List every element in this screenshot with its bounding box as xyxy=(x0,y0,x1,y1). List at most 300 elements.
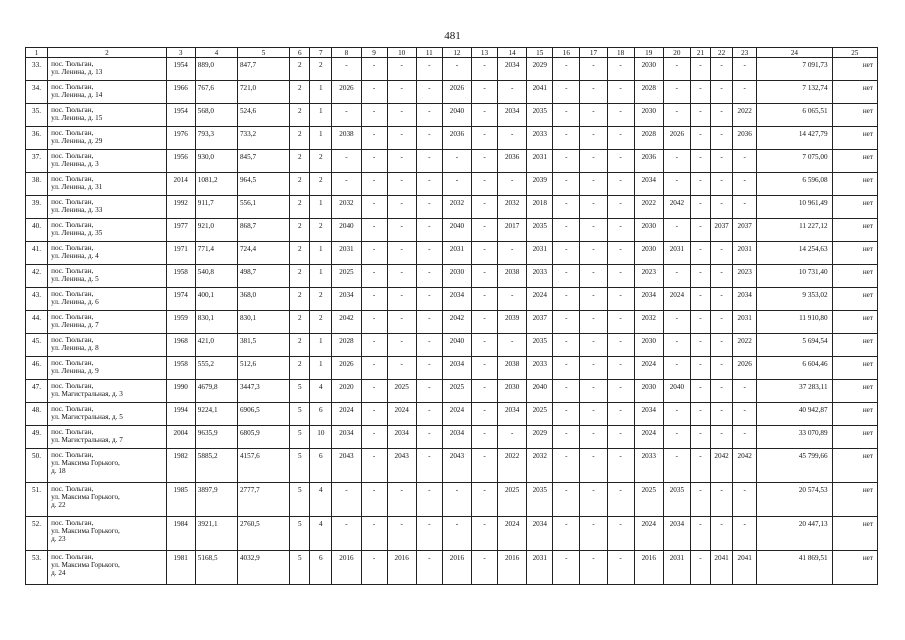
cell-col-7: 10 xyxy=(310,426,332,449)
cell-col-9: - xyxy=(361,426,387,449)
cell-col-24: 45 799,66 xyxy=(757,449,832,483)
cell-col-19: 2030 xyxy=(634,380,663,403)
cell-col-9: - xyxy=(361,449,387,483)
cell-col-18: - xyxy=(607,173,634,196)
cell-col-8: 2026 xyxy=(332,81,361,104)
cell-col-25: нет xyxy=(832,517,877,551)
address-line: пос. Тюльган, xyxy=(51,359,94,367)
address-line: ул. Магистральная, д. 5 xyxy=(51,413,123,421)
cell-col-6: 5 xyxy=(290,483,310,517)
cell-col-10: 2043 xyxy=(387,449,416,483)
cell-col-12: 2034 xyxy=(442,288,471,311)
address-line: пос. Тюльган, xyxy=(51,106,94,114)
cell-col-7: 6 xyxy=(310,551,332,585)
cell-col-15: 2024 xyxy=(527,288,553,311)
cell-col-5: 4032,9 xyxy=(237,551,289,585)
cell-col-22: - xyxy=(711,380,733,403)
cell-col-5: 6906,5 xyxy=(237,403,289,426)
column-header-18: 18 xyxy=(607,48,634,58)
cell-col-12: 2025 xyxy=(442,380,471,403)
cell-col-18: - xyxy=(607,551,634,585)
address-line: ул. Максима Горького, xyxy=(51,527,120,535)
cell-col-18: - xyxy=(607,357,634,380)
cell-col-6: 2 xyxy=(290,127,310,150)
address-line: ул. Ленина, д. 29 xyxy=(51,137,103,145)
cell-col-24: 20 447,13 xyxy=(757,517,832,551)
cell-col-6: 5 xyxy=(290,551,310,585)
cell-col-11: - xyxy=(416,334,442,357)
cell-col-22: - xyxy=(711,357,733,380)
cell-col-20: 2031 xyxy=(663,551,690,585)
address-line: пос. Тюльган, xyxy=(51,290,94,298)
cell-col-11: - xyxy=(416,426,442,449)
cell-col-25: нет xyxy=(832,196,877,219)
cell-col-8: 2042 xyxy=(332,311,361,334)
cell-col-17: - xyxy=(580,242,607,265)
row-number-cell: 34. xyxy=(26,81,48,104)
cell-col-18: - xyxy=(607,81,634,104)
cell-col-13: - xyxy=(471,357,497,380)
cell-col-7: 1 xyxy=(310,81,332,104)
cell-col-20: - xyxy=(663,219,690,242)
cell-col-25: нет xyxy=(832,265,877,288)
address-line: пос. Тюльган, xyxy=(51,405,94,413)
cell-col-7: 1 xyxy=(310,104,332,127)
cell-col-20: - xyxy=(663,265,690,288)
address-line: пос. Тюльган, xyxy=(51,313,94,321)
cell-col-9: - xyxy=(361,403,387,426)
address-cell xyxy=(48,334,167,357)
address-line: д. 24 xyxy=(51,569,66,577)
cell-col-7: 4 xyxy=(310,517,332,551)
cell-col-18: - xyxy=(607,334,634,357)
cell-col-15: 2025 xyxy=(527,403,553,426)
column-header-13: 13 xyxy=(471,48,497,58)
cell-col-22: 2042 xyxy=(711,449,733,483)
cell-col-18: - xyxy=(607,311,634,334)
cell-col-23: - xyxy=(733,81,757,104)
column-header-12: 12 xyxy=(442,48,471,58)
address-line: пос. Тюльган, xyxy=(51,152,94,160)
cell-col-25: нет xyxy=(832,127,877,150)
cell-col-6: 2 xyxy=(290,58,310,81)
row-number-cell: 33. xyxy=(26,58,48,81)
cell-col-14: 2038 xyxy=(498,265,527,288)
address-line: пос. Тюльган, xyxy=(51,382,94,390)
address-line: пос. Тюльган, xyxy=(51,428,94,436)
cell-col-5: 845,7 xyxy=(237,150,289,173)
table-row xyxy=(26,334,878,357)
address-cell xyxy=(48,242,167,265)
cell-col-9: - xyxy=(361,196,387,219)
cell-col-16: - xyxy=(553,104,580,127)
cell-col-13: - xyxy=(471,483,497,517)
address-line: пос. Тюльган, xyxy=(51,553,94,561)
cell-col-13: - xyxy=(471,58,497,81)
cell-col-17: - xyxy=(580,58,607,81)
column-header-4: 4 xyxy=(195,48,237,58)
cell-col-19: 2030 xyxy=(634,58,663,81)
cell-col-15: 2031 xyxy=(527,150,553,173)
cell-col-19: 2030 xyxy=(634,219,663,242)
address-line: ул. Максима Горького, xyxy=(51,493,120,501)
cell-col-12: - xyxy=(442,58,471,81)
table-row xyxy=(26,219,878,242)
cell-col-15: 2035 xyxy=(527,483,553,517)
cell-col-19: 2024 xyxy=(634,426,663,449)
cell-col-4: 767,6 xyxy=(195,81,237,104)
cell-col-10: - xyxy=(387,357,416,380)
address-line: ул. Магистральная, д. 3 xyxy=(51,390,123,398)
cell-col-23: 2037 xyxy=(733,219,757,242)
cell-col-22: - xyxy=(711,311,733,334)
cell-col-14: - xyxy=(498,242,527,265)
address-cell xyxy=(48,219,167,242)
table-row xyxy=(26,449,878,483)
cell-col-14: 2039 xyxy=(498,311,527,334)
cell-col-5: 721,0 xyxy=(237,81,289,104)
cell-col-7: 2 xyxy=(310,58,332,81)
address-cell xyxy=(48,551,167,585)
cell-col-12: - xyxy=(442,173,471,196)
address-cell xyxy=(48,483,167,517)
cell-col-22: - xyxy=(711,242,733,265)
cell-col-17: - xyxy=(580,426,607,449)
column-header-23: 23 xyxy=(733,48,757,58)
cell-col-7: 1 xyxy=(310,196,332,219)
cell-col-22: - xyxy=(711,104,733,127)
cell-col-4: 930,0 xyxy=(195,150,237,173)
cell-col-10: - xyxy=(387,127,416,150)
cell-col-14: 2024 xyxy=(498,517,527,551)
cell-col-4: 921,0 xyxy=(195,219,237,242)
cell-col-23: 2022 xyxy=(733,104,757,127)
cell-col-17: - xyxy=(580,219,607,242)
cell-col-24: 33 070,89 xyxy=(757,426,832,449)
cell-col-4: 771,4 xyxy=(195,242,237,265)
cell-col-10: - xyxy=(387,242,416,265)
table-row xyxy=(26,426,878,449)
cell-col-18: - xyxy=(607,483,634,517)
cell-col-14: 2030 xyxy=(498,380,527,403)
cell-col-12: 2034 xyxy=(442,357,471,380)
address-line: ул. Ленина, д. 7 xyxy=(51,321,99,329)
cell-col-8: - xyxy=(332,483,361,517)
cell-col-11: - xyxy=(416,150,442,173)
cell-col-21: - xyxy=(690,173,710,196)
cell-col-22: - xyxy=(711,196,733,219)
address-cell xyxy=(48,311,167,334)
cell-col-13: - xyxy=(471,127,497,150)
table-row xyxy=(26,58,878,81)
table-body xyxy=(26,58,878,585)
table-row xyxy=(26,288,878,311)
table-row xyxy=(26,127,878,150)
cell-col-5: 2777,7 xyxy=(237,483,289,517)
address-line: пос. Тюльган, xyxy=(51,519,94,527)
address-cell xyxy=(48,127,167,150)
cell-col-12: 2040 xyxy=(442,219,471,242)
cell-col-11: - xyxy=(416,517,442,551)
cell-col-16: - xyxy=(553,288,580,311)
cell-col-10: - xyxy=(387,517,416,551)
cell-col-22: - xyxy=(711,150,733,173)
cell-col-23: - xyxy=(733,150,757,173)
cell-col-6: 5 xyxy=(290,449,310,483)
housing-register-table xyxy=(25,47,878,585)
cell-col-25: нет xyxy=(832,58,877,81)
row-number-cell: 36. xyxy=(26,127,48,150)
column-header-3: 3 xyxy=(166,48,195,58)
cell-col-17: - xyxy=(580,104,607,127)
cell-col-17: - xyxy=(580,288,607,311)
cell-col-17: - xyxy=(580,380,607,403)
cell-col-8: 2034 xyxy=(332,426,361,449)
cell-col-15: 2031 xyxy=(527,242,553,265)
cell-col-16: - xyxy=(553,403,580,426)
cell-col-12: 2040 xyxy=(442,334,471,357)
address-cell xyxy=(48,150,167,173)
cell-col-24: 7 132,74 xyxy=(757,81,832,104)
cell-col-21: - xyxy=(690,311,710,334)
cell-col-3: 1954 xyxy=(166,104,195,127)
cell-col-19: 2034 xyxy=(634,173,663,196)
cell-col-7: 1 xyxy=(310,357,332,380)
cell-col-3: 1985 xyxy=(166,483,195,517)
cell-col-14: 2025 xyxy=(498,483,527,517)
table-row xyxy=(26,150,878,173)
cell-col-7: 2 xyxy=(310,311,332,334)
cell-col-4: 555,2 xyxy=(195,357,237,380)
cell-col-7: 2 xyxy=(310,219,332,242)
column-header-22: 22 xyxy=(711,48,733,58)
column-header-14: 14 xyxy=(498,48,527,58)
cell-col-8: - xyxy=(332,517,361,551)
cell-col-20: 2040 xyxy=(663,380,690,403)
cell-col-3: 1958 xyxy=(166,265,195,288)
cell-col-11: - xyxy=(416,357,442,380)
cell-col-8: 2024 xyxy=(332,403,361,426)
cell-col-3: 1956 xyxy=(166,150,195,173)
cell-col-24: 5 694,54 xyxy=(757,334,832,357)
cell-col-20: - xyxy=(663,104,690,127)
cell-col-23: 2042 xyxy=(733,449,757,483)
cell-col-22: 2037 xyxy=(711,219,733,242)
cell-col-14: 2022 xyxy=(498,449,527,483)
cell-col-9: - xyxy=(361,242,387,265)
address-line: ул. Ленина, д. 33 xyxy=(51,206,103,214)
cell-col-16: - xyxy=(553,58,580,81)
cell-col-6: 2 xyxy=(290,265,310,288)
cell-col-5: 368,0 xyxy=(237,288,289,311)
cell-col-24: 6 065,51 xyxy=(757,104,832,127)
address-cell xyxy=(48,58,167,81)
cell-col-11: - xyxy=(416,551,442,585)
cell-col-17: - xyxy=(580,551,607,585)
cell-col-3: 2014 xyxy=(166,173,195,196)
cell-col-15: 2032 xyxy=(527,449,553,483)
cell-col-25: нет xyxy=(832,104,877,127)
cell-col-21: - xyxy=(690,219,710,242)
cell-col-17: - xyxy=(580,517,607,551)
cell-col-15: 2033 xyxy=(527,357,553,380)
cell-col-24: 7 091,73 xyxy=(757,58,832,81)
cell-col-13: - xyxy=(471,311,497,334)
address-line: ул. Ленина, д. 13 xyxy=(51,68,103,76)
cell-col-12: 2030 xyxy=(442,265,471,288)
cell-col-17: - xyxy=(580,150,607,173)
table-row xyxy=(26,196,878,219)
cell-col-23: - xyxy=(733,196,757,219)
cell-col-16: - xyxy=(553,357,580,380)
cell-col-11: - xyxy=(416,483,442,517)
cell-col-24: 20 574,53 xyxy=(757,483,832,517)
cell-col-23: 2022 xyxy=(733,334,757,357)
cell-col-24: 6 596,08 xyxy=(757,173,832,196)
cell-col-14: 2036 xyxy=(498,150,527,173)
row-number-cell: 46. xyxy=(26,357,48,380)
row-number-cell: 49. xyxy=(26,426,48,449)
cell-col-11: - xyxy=(416,311,442,334)
cell-col-4: 9224,1 xyxy=(195,403,237,426)
cell-col-13: - xyxy=(471,242,497,265)
cell-col-23: 2026 xyxy=(733,357,757,380)
cell-col-25: нет xyxy=(832,173,877,196)
address-line: ул. Ленина, д. 5 xyxy=(51,275,99,283)
cell-col-8: 2026 xyxy=(332,357,361,380)
address-line: пос. Тюльган, xyxy=(51,129,94,137)
cell-col-19: 2030 xyxy=(634,104,663,127)
cell-col-11: - xyxy=(416,449,442,483)
cell-col-20: 2031 xyxy=(663,242,690,265)
cell-col-4: 3897,9 xyxy=(195,483,237,517)
column-header-2: 2 xyxy=(48,48,167,58)
table-row xyxy=(26,265,878,288)
cell-col-15: 2041 xyxy=(527,81,553,104)
address-line: пос. Тюльган, xyxy=(51,198,94,206)
cell-col-6: 2 xyxy=(290,219,310,242)
cell-col-3: 1992 xyxy=(166,196,195,219)
row-number-cell: 45. xyxy=(26,334,48,357)
cell-col-6: 5 xyxy=(290,517,310,551)
cell-col-17: - xyxy=(580,265,607,288)
column-header-16: 16 xyxy=(553,48,580,58)
cell-col-14: - xyxy=(498,173,527,196)
cell-col-10: - xyxy=(387,58,416,81)
cell-col-9: - xyxy=(361,173,387,196)
cell-col-15: 2029 xyxy=(527,426,553,449)
cell-col-11: - xyxy=(416,242,442,265)
cell-col-16: - xyxy=(553,551,580,585)
address-line: ул. Ленина, д. 31 xyxy=(51,183,103,191)
cell-col-22: - xyxy=(711,426,733,449)
cell-col-3: 1976 xyxy=(166,127,195,150)
cell-col-11: - xyxy=(416,58,442,81)
cell-col-11: - xyxy=(416,173,442,196)
address-line: д. 18 xyxy=(51,467,66,475)
cell-col-14: - xyxy=(498,127,527,150)
cell-col-8: - xyxy=(332,58,361,81)
cell-col-10: 2024 xyxy=(387,403,416,426)
cell-col-25: нет xyxy=(832,403,877,426)
cell-col-3: 2004 xyxy=(166,426,195,449)
cell-col-6: 2 xyxy=(290,104,310,127)
cell-col-20: 2034 xyxy=(663,517,690,551)
cell-col-19: 2036 xyxy=(634,150,663,173)
table-row xyxy=(26,551,878,585)
address-line: ул. Магистральная, д. 7 xyxy=(51,436,123,444)
cell-col-9: - xyxy=(361,104,387,127)
cell-col-20: - xyxy=(663,58,690,81)
cell-col-20: - xyxy=(663,403,690,426)
cell-col-7: 4 xyxy=(310,380,332,403)
cell-col-15: 2035 xyxy=(527,334,553,357)
cell-col-10: - xyxy=(387,150,416,173)
row-number-cell: 43. xyxy=(26,288,48,311)
cell-col-21: - xyxy=(690,517,710,551)
cell-col-11: - xyxy=(416,403,442,426)
table-row xyxy=(26,173,878,196)
cell-col-24: 14 254,63 xyxy=(757,242,832,265)
cell-col-15: 2037 xyxy=(527,311,553,334)
cell-col-20: - xyxy=(663,173,690,196)
cell-col-8: 2032 xyxy=(332,196,361,219)
table-header xyxy=(26,48,878,58)
cell-col-6: 2 xyxy=(290,288,310,311)
cell-col-12: - xyxy=(442,150,471,173)
cell-col-22: - xyxy=(711,173,733,196)
cell-col-9: - xyxy=(361,357,387,380)
cell-col-23: - xyxy=(733,403,757,426)
address-line: пос. Тюльган, xyxy=(51,83,94,91)
cell-col-20: 2024 xyxy=(663,288,690,311)
cell-col-18: - xyxy=(607,196,634,219)
cell-col-19: 2022 xyxy=(634,196,663,219)
cell-col-3: 1977 xyxy=(166,219,195,242)
column-header-10: 10 xyxy=(387,48,416,58)
cell-col-5: 524,6 xyxy=(237,104,289,127)
cell-col-23: 2036 xyxy=(733,127,757,150)
column-header-25: 25 xyxy=(832,48,877,58)
cell-col-8: - xyxy=(332,104,361,127)
cell-col-12: 2034 xyxy=(442,426,471,449)
cell-col-14: 2017 xyxy=(498,219,527,242)
cell-col-8: 2025 xyxy=(332,265,361,288)
cell-col-9: - xyxy=(361,517,387,551)
cell-col-21: - xyxy=(690,403,710,426)
cell-col-23: 2041 xyxy=(733,551,757,585)
cell-col-19: 2032 xyxy=(634,311,663,334)
cell-col-12: 2040 xyxy=(442,104,471,127)
cell-col-19: 2025 xyxy=(634,483,663,517)
cell-col-17: - xyxy=(580,449,607,483)
cell-col-16: - xyxy=(553,196,580,219)
address-cell xyxy=(48,357,167,380)
cell-col-23: - xyxy=(733,58,757,81)
cell-col-4: 911,7 xyxy=(195,196,237,219)
cell-col-9: - xyxy=(361,127,387,150)
cell-col-17: - xyxy=(580,483,607,517)
cell-col-20: - xyxy=(663,311,690,334)
cell-col-13: - xyxy=(471,81,497,104)
cell-col-21: - xyxy=(690,104,710,127)
address-line: д. 22 xyxy=(51,501,66,509)
cell-col-10: - xyxy=(387,196,416,219)
cell-col-16: - xyxy=(553,334,580,357)
cell-col-21: - xyxy=(690,127,710,150)
column-header-6: 6 xyxy=(290,48,310,58)
address-cell xyxy=(48,403,167,426)
